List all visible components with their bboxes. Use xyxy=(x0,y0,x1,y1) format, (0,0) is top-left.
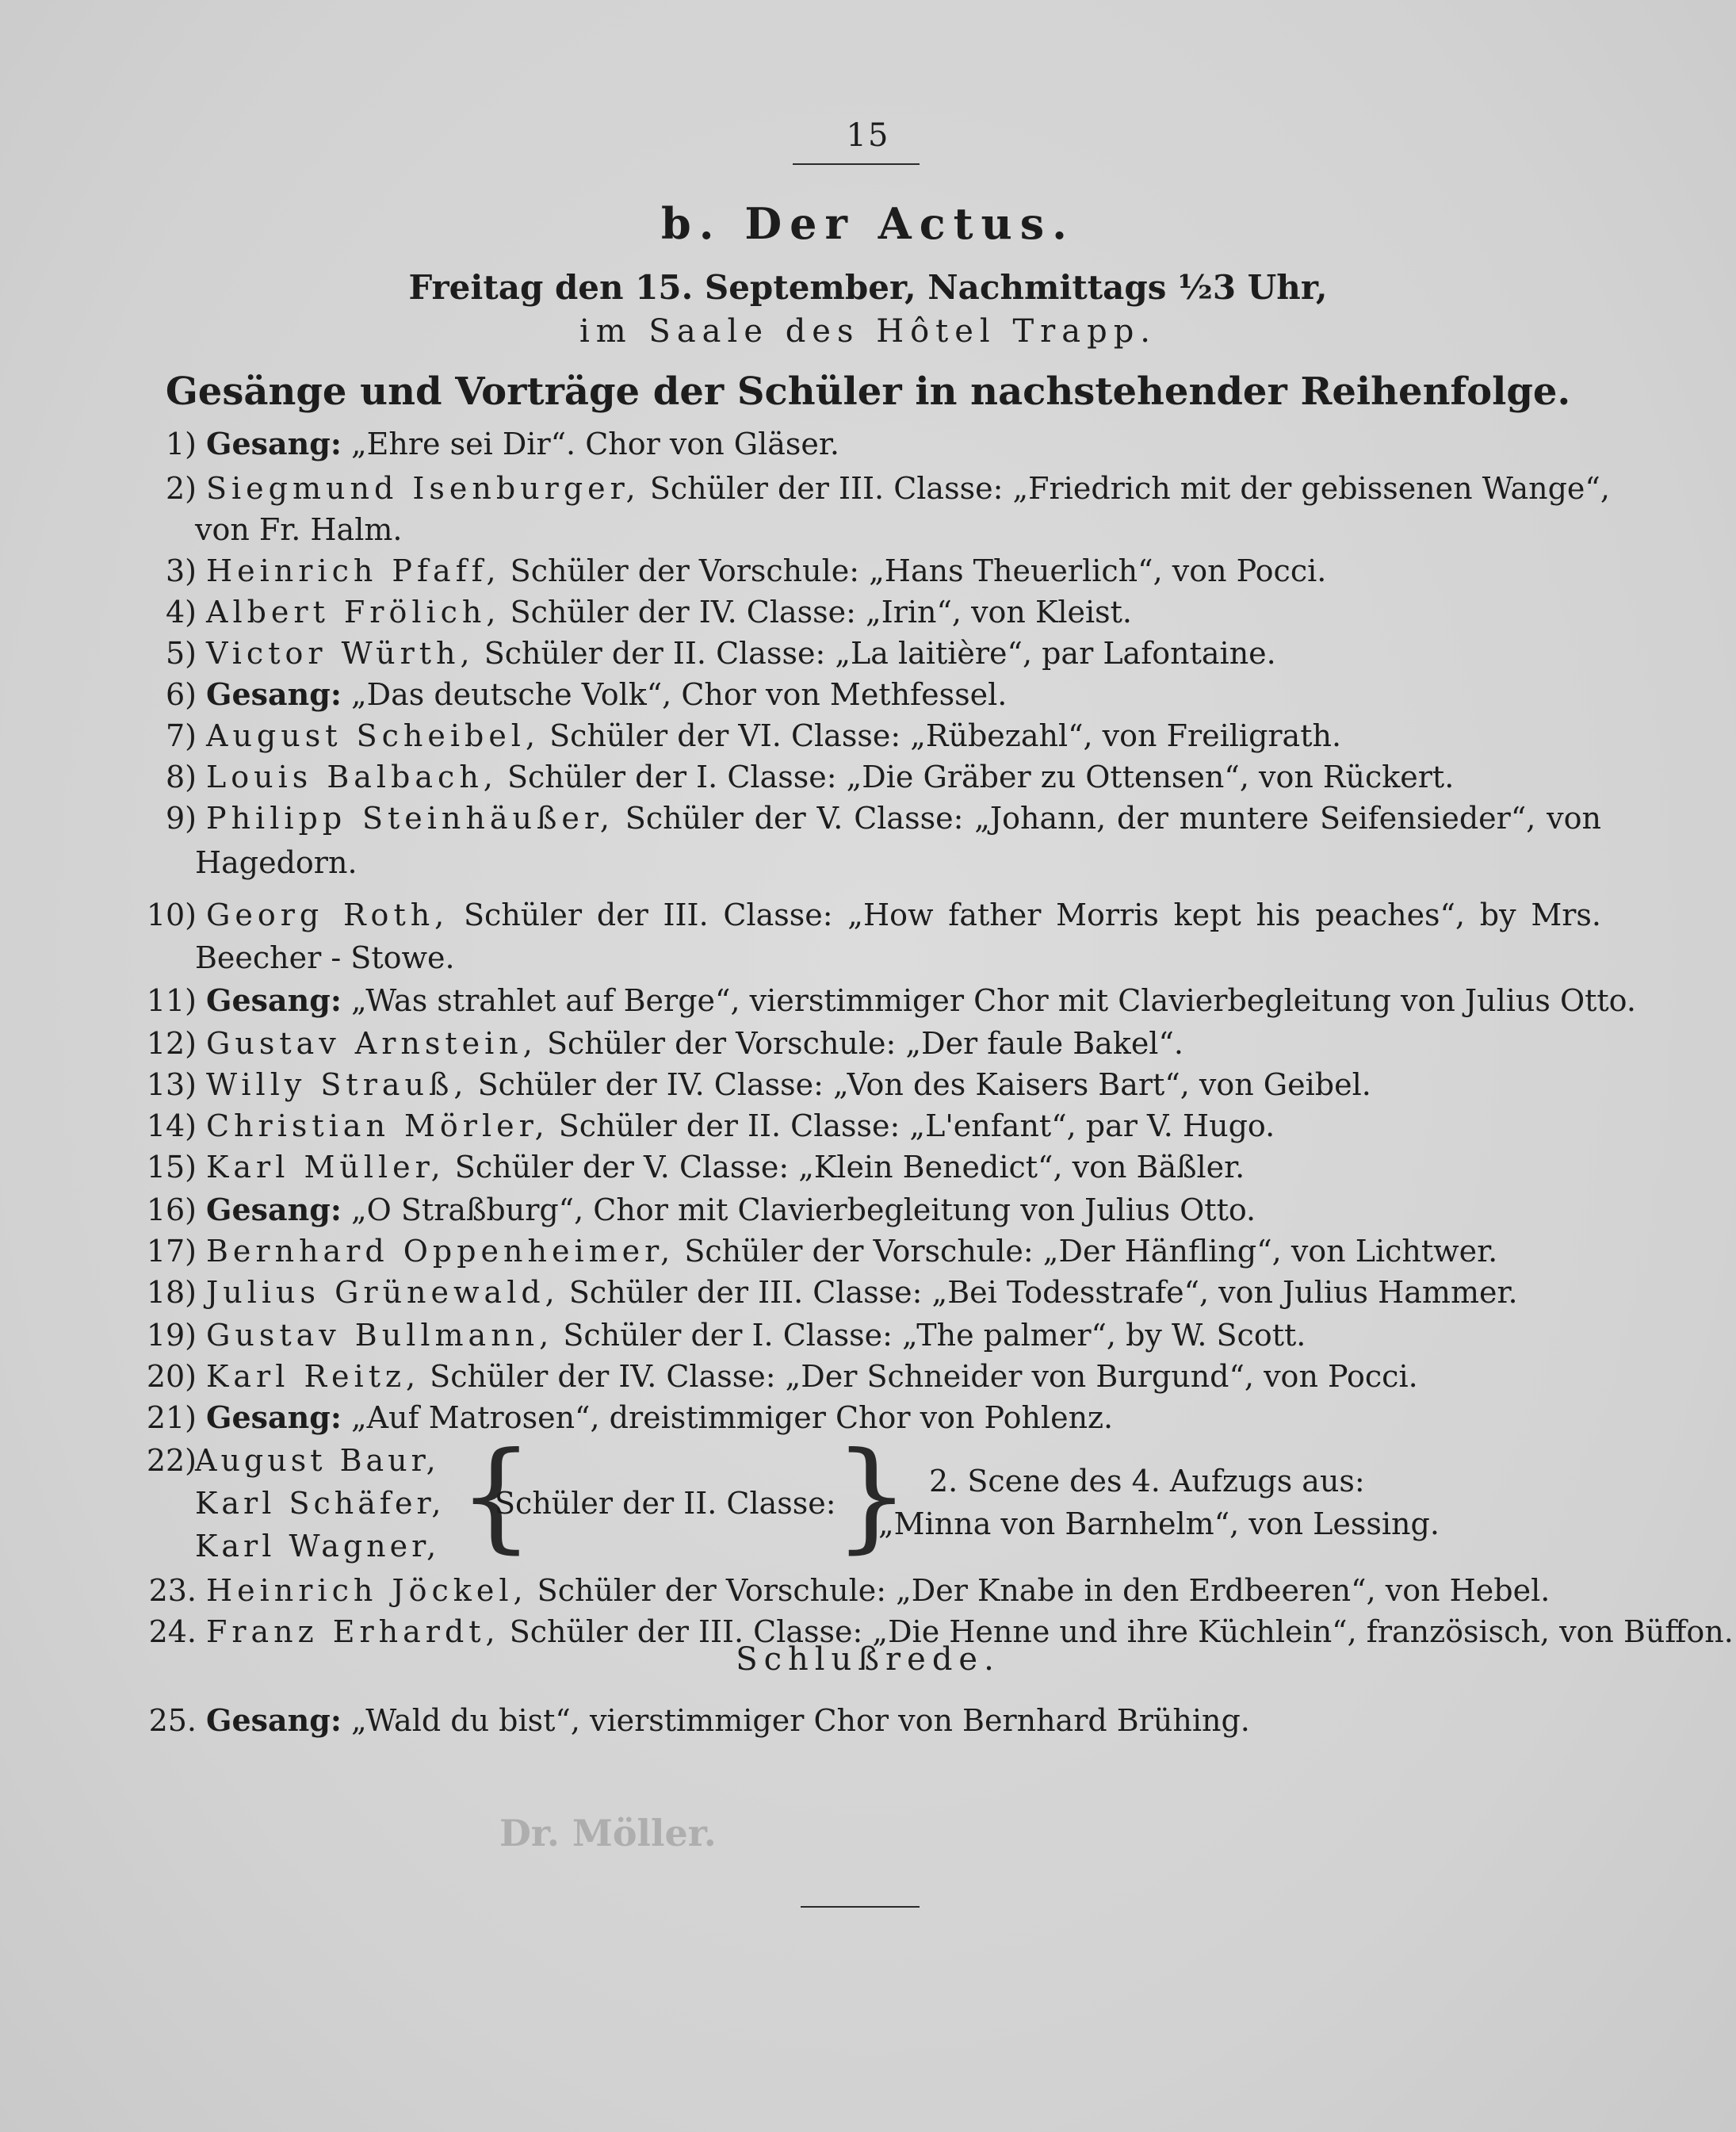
group-work: „Minna von Barnhelm“, von Lessing. xyxy=(878,1506,1440,1541)
closing-speech: Schlußrede. xyxy=(736,1641,1000,1678)
item-text: Schüler der V. Classe: „Johann, der muntere Seifensieder“, von xyxy=(625,801,1601,836)
item-lead: Gesang: xyxy=(206,1702,342,1738)
performer-name: Heinrich Jöckel, xyxy=(206,1573,528,1608)
group-class: Schüler der II. Classe: xyxy=(495,1486,836,1521)
program-item xyxy=(127,631,1601,676)
item-number: 22) xyxy=(146,1443,197,1478)
item-text: Schüler der III. Classe: „Friedrich mit der gebissenen Wange“, xyxy=(649,471,1610,506)
item-number: 25. xyxy=(148,1703,197,1738)
performer-name: Christian Mörler, xyxy=(206,1108,549,1143)
date-line: Freitag den 15. September, Nachmittags ½3 Uhr, xyxy=(408,268,1328,307)
item-number: 21) xyxy=(146,1400,197,1435)
program-item xyxy=(127,755,1601,799)
performer-name: Philipp Steinhäußer, xyxy=(206,801,614,836)
item-number: 13) xyxy=(146,1067,197,1102)
program-item xyxy=(127,1568,1601,1613)
item-text: Schüler der III. Classe: „Bei Todesstrafe“, von Julius Hammer. xyxy=(568,1275,1518,1310)
item-lead: Gesang: xyxy=(206,676,342,712)
item-number: 5) xyxy=(165,636,197,671)
bleed-through-text: Dr. Möller. xyxy=(499,1812,717,1854)
performer-name: Heinrich Pfaff, xyxy=(206,553,501,588)
item-text: Schüler der II. Classe: „La laitière“, par Lafontaine. xyxy=(484,636,1276,671)
item-number: 9) xyxy=(165,801,197,836)
item-text: „Auf Matrosen“, dreistimmiger Chor von Pohlenz. xyxy=(350,1400,1114,1435)
program-item xyxy=(127,1354,1601,1399)
item-text: Schüler der VI. Classe: „Rübezahl“, von Freiligrath. xyxy=(549,718,1342,753)
performer-name: Victor Würth, xyxy=(206,636,475,671)
program-item xyxy=(127,549,1601,593)
program-item xyxy=(127,1104,1601,1148)
item-number: 17) xyxy=(146,1234,197,1269)
performer-name: August Scheibel, xyxy=(206,718,541,753)
program-item xyxy=(127,422,1601,466)
item-text: Schüler der Vorschule: „Der Knabe in den Erdbeeren“, von Hebel. xyxy=(537,1573,1551,1608)
item-number: 15) xyxy=(146,1150,197,1185)
performer-name: Karl Müller, xyxy=(206,1150,445,1185)
program-item xyxy=(127,1313,1601,1357)
item-number: 4) xyxy=(165,595,197,630)
item-lead: Gesang: xyxy=(206,426,342,461)
item-text: Schüler der Vorschule: „Der faule Bakel“. xyxy=(546,1026,1183,1061)
item-lead: Gesang: xyxy=(206,1399,342,1435)
item-continuation: Beecher - Stowe. xyxy=(195,940,455,975)
item-number: 12) xyxy=(146,1026,197,1061)
performer-name: Karl Reitz, xyxy=(206,1359,421,1394)
program-item xyxy=(127,590,1601,634)
bottom-rule xyxy=(801,1906,920,1908)
item-continuation: von Fr. Halm. xyxy=(195,512,403,547)
item-text: Schüler der IV. Classe: „Der Schneider von Burgund“, von Pocci. xyxy=(430,1359,1418,1394)
program-heading: Gesänge und Vorträge der Schüler in nachstehender Reihenfolge. xyxy=(165,369,1571,414)
program-item xyxy=(127,1229,1601,1273)
item-text: Schüler der I. Classe: „The palmer“, by W. Scott. xyxy=(563,1318,1306,1353)
item-number: 3) xyxy=(165,553,197,588)
item-number: 24. xyxy=(148,1614,197,1649)
item-text: Schüler der III. Classe: „Die Henne und ihre Küchlein“, französisch, von Büffon. xyxy=(509,1614,1734,1649)
item-text: Schüler der I. Classe: „Die Gräber zu Ottensen“, von Rückert. xyxy=(507,760,1455,794)
item-number: 1) xyxy=(165,427,197,461)
performer-name: Karl Schäfer, xyxy=(195,1486,445,1521)
item-number: 10) xyxy=(146,898,197,932)
program-item xyxy=(127,1698,1601,1743)
item-number: 18) xyxy=(146,1275,197,1310)
item-text: Schüler der V. Classe: „Klein Benedict“, von Bäßler. xyxy=(454,1150,1245,1185)
item-number: 6) xyxy=(165,677,197,712)
program-item xyxy=(127,796,1601,840)
page-number-rule xyxy=(793,163,920,165)
program-item xyxy=(127,672,1601,717)
program-item xyxy=(127,466,1610,511)
performer-name: Bernhard Oppenheimer, xyxy=(206,1234,675,1269)
group-scene: 2. Scene des 4. Aufzugs aus: xyxy=(929,1464,1365,1499)
program-item xyxy=(127,1021,1601,1066)
item-text: Schüler der III. Classe: „How father Morris kept his peaches“, by Mrs. xyxy=(464,898,1601,932)
item-text: „Ehre sei Dir“. Chor von Gläser. xyxy=(350,427,839,461)
item-continuation: Hagedorn. xyxy=(195,845,358,880)
performer-name: Karl Wagner, xyxy=(195,1529,441,1564)
item-number: 20) xyxy=(146,1359,197,1394)
item-number: 7) xyxy=(165,718,197,753)
left-brace: { xyxy=(458,1427,534,1565)
performer-name: Gustav Arnstein, xyxy=(206,1026,537,1061)
program-item xyxy=(127,1062,1601,1107)
item-number: 16) xyxy=(146,1192,197,1227)
performer-name: August Baur, xyxy=(195,1443,440,1478)
program-item xyxy=(127,714,1601,758)
item-number: 19) xyxy=(146,1318,197,1353)
item-text: „Was strahlet auf Berge“, vierstimmiger Chor mit Clavierbegleitung von Julius Otto. xyxy=(350,983,1636,1018)
program-item xyxy=(127,978,1636,1023)
performer-name: Louis Balbach, xyxy=(206,760,498,794)
program-item xyxy=(127,1188,1601,1232)
item-lead: Gesang: xyxy=(206,982,342,1018)
item-number: 14) xyxy=(146,1108,197,1143)
venue-line: im Saale des Hôtel Trapp. xyxy=(579,313,1157,350)
program-item xyxy=(127,1270,1601,1315)
performer-name: Julius Grünewald, xyxy=(206,1275,560,1310)
performer-name: Albert Frölich, xyxy=(206,595,501,630)
page-number: 15 xyxy=(846,117,890,154)
item-lead: Gesang: xyxy=(206,1192,342,1227)
performer-name: Willy Strauß, xyxy=(206,1067,468,1102)
performer-name: Georg Roth, xyxy=(206,898,449,932)
item-text: „Wald du bist“, vierstimmiger Chor von Bernhard Brühing. xyxy=(350,1703,1250,1738)
item-number: 2) xyxy=(165,471,197,506)
item-number: 23. xyxy=(148,1573,197,1608)
performer-name: Franz Erhardt, xyxy=(206,1614,500,1649)
item-text: „O Straßburg“, Chor mit Clavierbegleitung von Julius Otto. xyxy=(350,1192,1256,1227)
right-brace: } xyxy=(834,1427,910,1565)
item-text: Schüler der Vorschule: „Hans Theuerlich“, von Pocci. xyxy=(510,553,1327,588)
item-number: 11) xyxy=(146,983,197,1018)
item-number: 8) xyxy=(165,760,197,794)
item-text: Schüler der Vorschule: „Der Hänfling“, von Lichtwer. xyxy=(684,1234,1498,1269)
performer-name: Siegmund Isenburger, xyxy=(206,471,640,506)
section-title: b. Der Actus. xyxy=(661,198,1075,249)
item-text: Schüler der IV. Classe: „Irin“, von Kleist. xyxy=(510,595,1133,630)
item-text: Schüler der II. Classe: „L'enfant“, par V. Hugo. xyxy=(558,1108,1275,1143)
program-item xyxy=(127,893,1601,937)
program-item xyxy=(127,1145,1601,1189)
item-text: „Das deutsche Volk“, Chor von Methfessel. xyxy=(350,677,1008,712)
item-text: Schüler der IV. Classe: „Von des Kaisers Bart“, von Geibel. xyxy=(477,1067,1371,1102)
performer-name: Gustav Bullmann, xyxy=(206,1318,554,1353)
